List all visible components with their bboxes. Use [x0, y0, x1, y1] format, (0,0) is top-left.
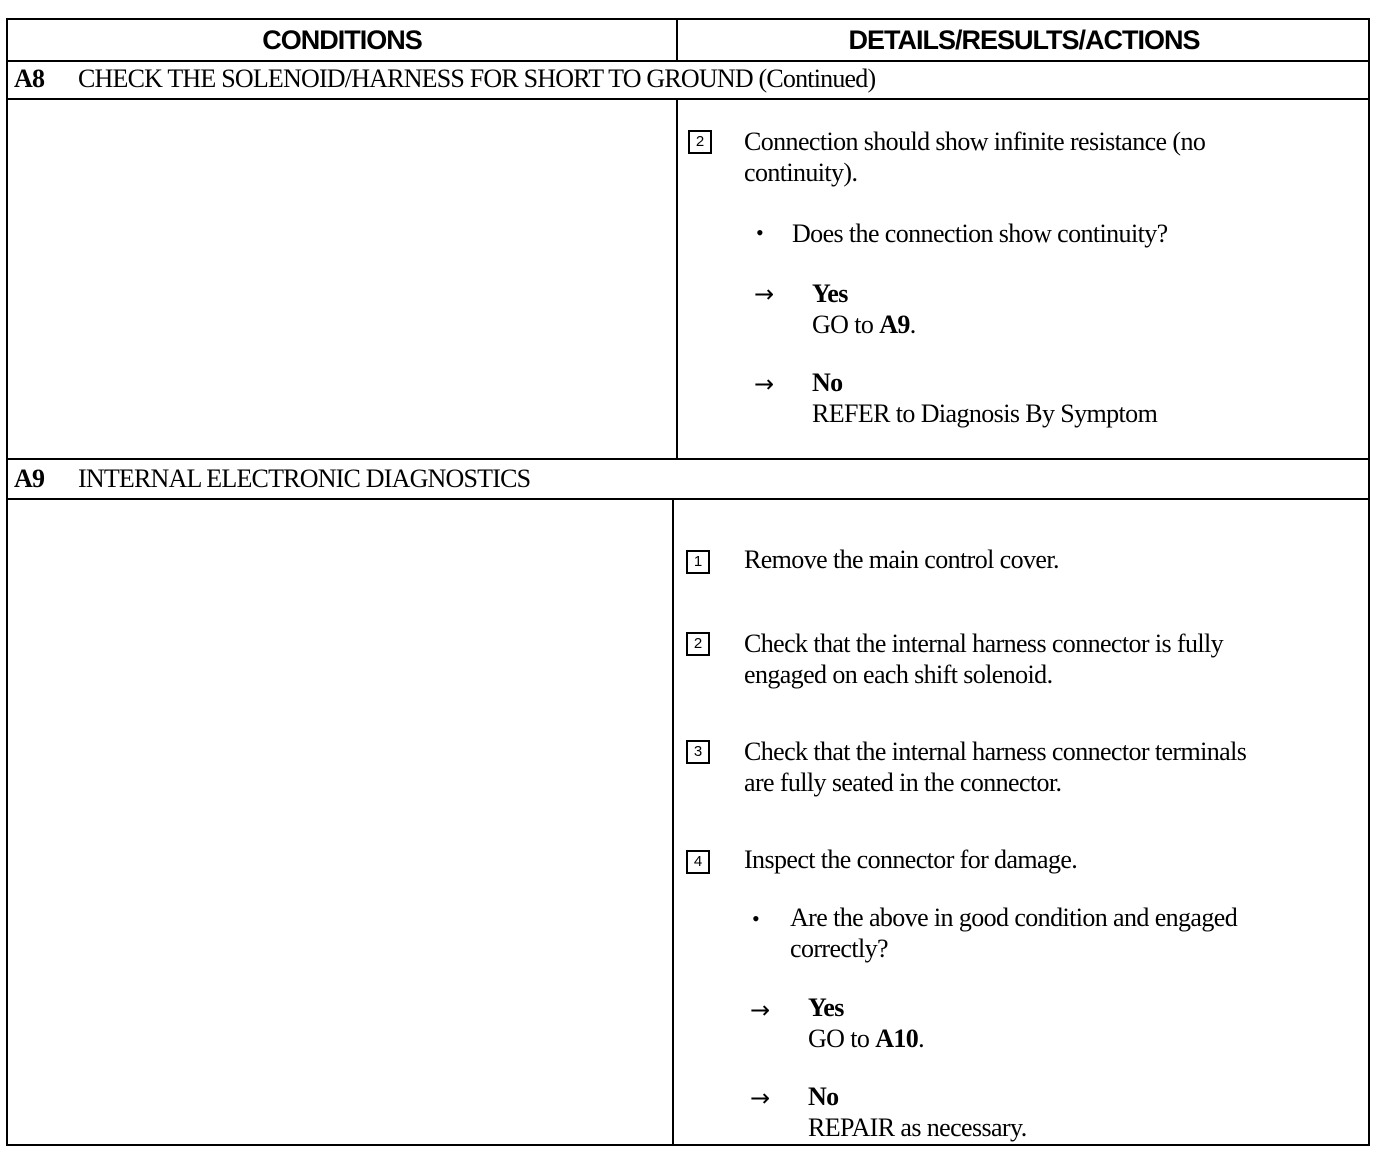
yes-branch	[812, 278, 916, 340]
step-text-line: Inspect the connector for damage.	[744, 845, 1078, 874]
step-text	[744, 544, 1059, 575]
question-text	[790, 902, 1237, 964]
no-action: REPAIR as necessary.	[808, 1113, 1027, 1142]
diagnostic-table	[6, 18, 1370, 1146]
step-text-line: Check that the internal harness connector is fully	[744, 629, 1224, 658]
yes-action	[812, 309, 916, 340]
action-suffix: .	[918, 1024, 925, 1053]
section-title-text: INTERNAL ELECTRONIC DIAGNOSTICS	[78, 464, 531, 493]
question-text: Does the connection show continuity?	[792, 219, 1168, 248]
step-number-box: 4	[686, 850, 710, 874]
yes-branch	[808, 992, 924, 1054]
step-text-line: Check that the internal harness connector terminals	[744, 737, 1247, 766]
question-line: correctly?	[790, 934, 888, 963]
step-number-box: 3	[686, 740, 710, 764]
no-label: No	[808, 1082, 839, 1111]
no-action: REFER to Diagnosis By Symptom	[812, 399, 1158, 428]
action-text: GO to	[812, 310, 880, 339]
step-number-box: 2	[688, 130, 712, 154]
arrow-right-icon: →	[754, 280, 775, 308]
step-text	[744, 844, 1077, 875]
step-text-line: are fully seated in the connector.	[744, 768, 1062, 797]
step-text	[744, 126, 1205, 188]
section-code: A8	[14, 64, 45, 93]
conditions-column-header: CONDITIONS	[8, 20, 678, 60]
section-a8-title	[14, 64, 875, 94]
yes-label: Yes	[812, 279, 848, 308]
step-text-line: Remove the main control cover.	[744, 545, 1059, 574]
arrow-right-icon: →	[754, 370, 775, 398]
question-line: Are the above in good condition and engaged	[790, 903, 1238, 932]
section-a9-title	[14, 464, 530, 494]
section-title-text: CHECK THE SOLENOID/HARNESS FOR SHORT TO GROUND (Continued)	[78, 64, 876, 93]
bullet: •	[756, 220, 764, 245]
action-text: GO to	[808, 1024, 876, 1053]
step-text	[744, 628, 1223, 690]
step-number-box: 1	[686, 550, 710, 574]
no-label: No	[812, 368, 843, 397]
yes-label: Yes	[808, 993, 844, 1022]
arrow-right-icon: →	[750, 1084, 771, 1112]
action-target: A9	[879, 310, 910, 339]
divider	[8, 98, 1368, 100]
no-branch	[812, 367, 1157, 429]
divider	[8, 498, 1368, 500]
details-column-header: DETAILS/RESULTS/ACTIONS	[848, 25, 1200, 55]
bullet: •	[752, 906, 760, 931]
step-text-line: continuity).	[744, 158, 858, 187]
section-code: A9	[14, 464, 45, 493]
divider	[8, 60, 1368, 62]
arrow-right-icon: →	[750, 996, 771, 1024]
step-number-box: 2	[686, 632, 710, 656]
action-target: A10	[875, 1024, 919, 1053]
column-divider	[672, 500, 674, 1146]
no-branch	[808, 1081, 1027, 1143]
action-suffix: .	[909, 310, 916, 339]
step-text	[744, 736, 1246, 798]
yes-action	[808, 1023, 924, 1054]
step-text-line: Connection should show infinite resistance (no	[744, 127, 1206, 156]
column-divider	[676, 100, 678, 458]
step-text-line: engaged on each shift solenoid.	[744, 660, 1053, 689]
divider	[8, 458, 1368, 460]
